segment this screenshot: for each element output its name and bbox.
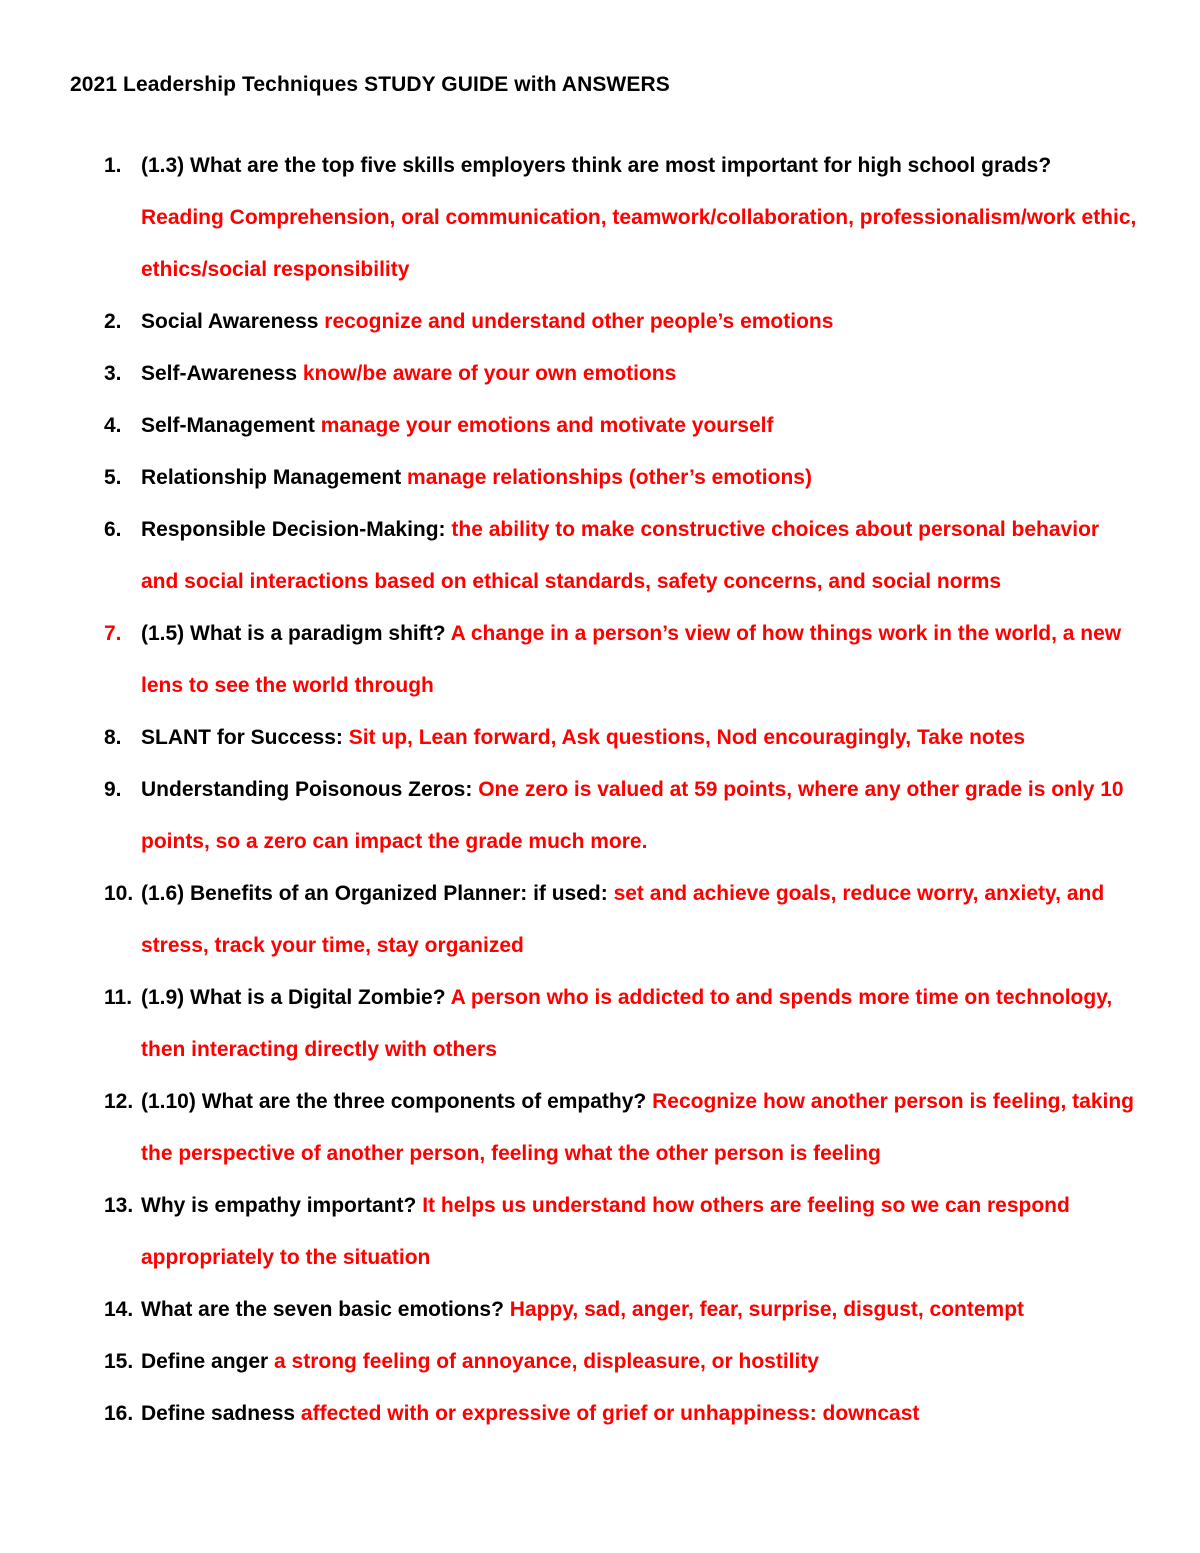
item-answer: set and achieve goals, reduce worry, anxiety, and stress, track your time, stay organized (141, 882, 1105, 957)
item-question: (1.5) What is a paradigm shift? (141, 622, 451, 645)
item-number: 3. (104, 362, 122, 385)
list-item (0, 1180, 1141, 1284)
list-item (0, 1388, 1141, 1440)
list-item (0, 452, 1141, 504)
item-number: 6. (104, 518, 122, 541)
list-item (0, 504, 1141, 608)
item-number: 10. (104, 882, 134, 905)
item-question: Social Awareness (141, 310, 325, 333)
item-number: 7. (104, 622, 122, 645)
item-question: What are the seven basic emotions? (141, 1298, 510, 1321)
list-item (0, 348, 1141, 400)
item-question: Why is empathy important? (141, 1194, 423, 1217)
list-item (0, 1284, 1141, 1336)
item-answer: know/be aware of your own emotions (302, 362, 677, 385)
item-number: 2. (104, 310, 122, 333)
list-item (0, 868, 1141, 972)
list-item (0, 140, 1141, 296)
item-answer: Sit up, Lean forward, Ask questions, Nod encouragingly, Take notes (348, 726, 1026, 749)
item-answer: manage your emotions and motivate yourself (320, 414, 774, 437)
item-question: (1.6) Benefits of an Organized Planner: if used: (141, 882, 614, 905)
item-question: (1.9) What is a Digital Zombie? (141, 986, 451, 1009)
item-number: 16. (104, 1402, 134, 1425)
item-question: Relationship Management (141, 466, 408, 489)
item-answer: recognize and understand other people’s emotions (324, 310, 834, 333)
document-title: 2021 Leadership Techniques STUDY GUIDE with ANSWERS (70, 73, 670, 96)
list-item (0, 1076, 1141, 1180)
item-answer: A person who is addicted to and spends more time on technology, then interacting directly with others (141, 986, 1113, 1061)
item-number: 5. (104, 466, 122, 489)
item-question: (1.10) What are the three components of empathy? (141, 1090, 653, 1113)
list-item (0, 296, 1141, 348)
item-question: Self-Management (141, 414, 321, 437)
item-number: 4. (104, 414, 122, 437)
list-item (0, 1336, 1141, 1388)
item-answer: Happy, sad, anger, fear, surprise, disgust, contempt (509, 1298, 1025, 1321)
list-item (0, 972, 1141, 1076)
list-item (0, 608, 1141, 712)
item-question: Define anger (141, 1350, 275, 1373)
list-item (0, 400, 1141, 452)
item-question: SLANT for Success: (141, 726, 349, 749)
item-answer: It helps us understand how others are feeling so we can respond appropriately to the situation (141, 1194, 1070, 1269)
item-answer: One zero is valued at 59 points, where any other grade is only 10 points, so a zero can impact the grade much more. (141, 778, 1124, 853)
item-number: 8. (104, 726, 122, 749)
item-answer: the ability to make constructive choices about personal behavior and social interactions based on ethical standards, safety concerns, and social norms (141, 518, 1100, 593)
item-number: 15. (104, 1350, 134, 1373)
item-number: 12. (104, 1090, 134, 1113)
item-question: Responsible Decision-Making: (141, 518, 452, 541)
item-question: Understanding Poisonous Zeros: (141, 778, 479, 801)
list-item (0, 712, 1141, 764)
item-number: 13. (104, 1194, 134, 1217)
item-answer: affected with or expressive of grief or unhappiness: downcast (300, 1402, 920, 1425)
list-item (0, 764, 1141, 868)
item-answer: a strong feeling of annoyance, displeasure, or hostility (274, 1350, 819, 1373)
item-number: 11. (104, 986, 133, 1009)
item-question: Define sadness (141, 1402, 301, 1425)
item-answer: A change in a person’s view of how things work in the world, a new lens to see the world through (141, 622, 1122, 697)
item-answer: Recognize how another person is feeling, taking the perspective of another person, feeling what the other person is feeling (141, 1090, 1134, 1165)
item-answer: manage relationships (other’s emotions) (407, 466, 812, 489)
item-question: (1.3) What are the top five skills employers think are most important for high school grads? (141, 154, 1052, 177)
item-number: 1. (104, 154, 122, 177)
item-number: 9. (104, 778, 122, 801)
item-number: 14. (104, 1298, 134, 1321)
item-answer: Reading Comprehension, oral communication, teamwork/collaboration, professionalism/work ethic, ethics/social responsibility (141, 206, 1137, 281)
question-list (0, 140, 1200, 1440)
item-question: Self-Awareness (141, 362, 303, 385)
